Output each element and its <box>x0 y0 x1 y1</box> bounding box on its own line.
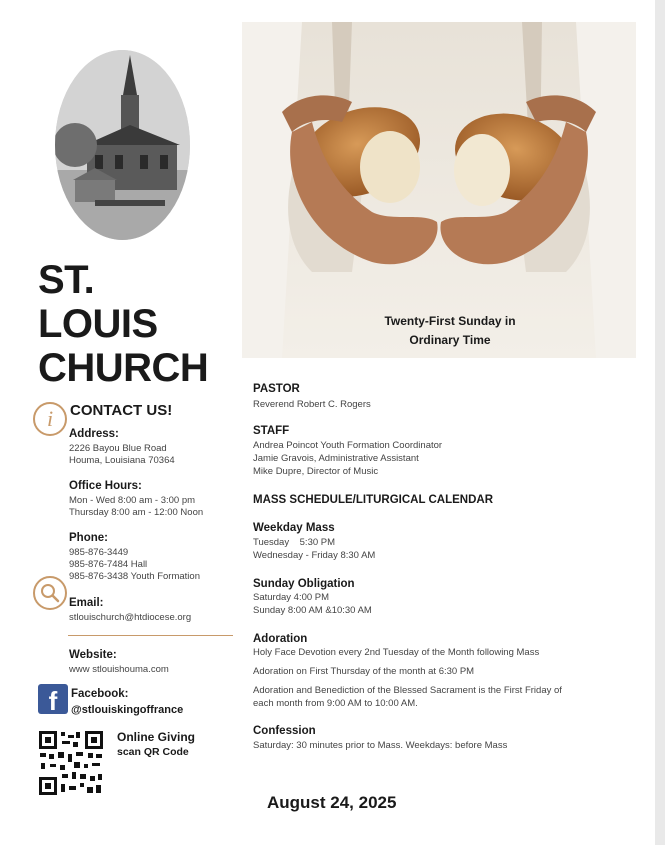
weekday-mass-line-1: Tuesday 5:30 PM <box>253 537 336 548</box>
church-title-line-1: ST. <box>38 258 95 302</box>
email-value[interactable]: stlouischurch@htdiocese.org <box>69 612 192 623</box>
adoration-line-3: Adoration and Benediction of the Blessed Sacrament is the First Friday of <box>253 685 562 696</box>
pastor-name: Reverend Robert C. Rogers <box>253 399 371 410</box>
facebook-icon[interactable]: f <box>38 684 68 714</box>
sunday-obligation-line-1: Saturday 4:00 PM <box>253 592 330 603</box>
sunday-obligation-line-2: Sunday 8:00 AM &10:30 AM <box>253 605 372 616</box>
office-hours-label: Office Hours: <box>69 480 142 492</box>
address-label: Address: <box>69 428 119 440</box>
email-label: Email: <box>69 597 104 609</box>
sunday-obligation-label: Sunday Obligation <box>253 578 355 590</box>
weekday-mass-line-2: Wednesday - Friday 8:30 AM <box>253 550 376 561</box>
address-line-1: 2226 Bayou Blue Road <box>69 443 167 454</box>
office-hours-line-1: Mon - Wed 8:00 am - 3:00 pm <box>69 495 196 506</box>
church-photo <box>55 50 190 240</box>
hero-caption <box>360 312 540 350</box>
weekday-mass-label: Weekday Mass <box>253 522 335 534</box>
contact-divider <box>68 635 233 636</box>
phone-line-1: 985-876-3449 <box>69 547 129 558</box>
staff-label: STAFF <box>253 425 290 437</box>
staff-line-1: Andrea Poincot Youth Formation Coordinator <box>253 440 443 451</box>
adoration-line-1: Holy Face Devotion every 2nd Tuesday of the Month following Mass <box>253 647 540 658</box>
info-icon: i <box>33 402 67 436</box>
hero-caption-line-2: Ordinary Time <box>409 333 491 347</box>
hero-caption-line-1: Twenty-First Sunday in <box>384 314 516 328</box>
website-value[interactable]: www stlouishouma.com <box>69 664 169 675</box>
church-title-line-2: LOUIS <box>38 302 158 346</box>
online-giving-subtitle: scan QR Code <box>117 746 189 758</box>
search-icon <box>33 576 67 610</box>
adoration-line-4: each month from 9:00 AM to 10:00 AM. <box>253 698 418 709</box>
mass-schedule-heading: MASS SCHEDULE/LITURGICAL CALENDAR <box>253 494 494 506</box>
address-line-2: Houma, Louisiana 70364 <box>69 455 175 466</box>
phone-label: Phone: <box>69 532 108 544</box>
church-title-line-3: CHURCH <box>38 346 209 390</box>
website-label: Website: <box>69 649 117 661</box>
confession-text: Saturday: 30 minutes prior to Mass. Weekdays: before Mass <box>253 740 508 751</box>
pastor-label: PASTOR <box>253 383 300 395</box>
adoration-label: Adoration <box>253 633 308 645</box>
bread-image <box>242 22 636 358</box>
phone-line-3: 985-876-3438 Youth Formation <box>69 571 200 582</box>
online-giving-title: Online Giving <box>117 730 196 744</box>
facebook-handle[interactable]: @stlouiskingoffrance <box>71 704 184 716</box>
staff-line-2: Jamie Gravois, Administrative Assistant <box>253 453 419 464</box>
page-edge <box>655 0 665 845</box>
church-title <box>38 258 238 390</box>
facebook-label: Facebook: <box>71 688 129 700</box>
phone-line-2: 985-876-7484 Hall <box>69 559 148 570</box>
office-hours-line-2: Thursday 8:00 am - 12:00 Noon <box>69 507 204 518</box>
confession-label: Confession <box>253 725 316 737</box>
qr-code[interactable] <box>38 730 104 796</box>
adoration-line-2: Adoration on First Thursday of the month at 6:30 PM <box>253 666 475 677</box>
contact-heading: CONTACT US! <box>70 402 173 419</box>
bulletin-date: August 24, 2025 <box>267 793 397 812</box>
staff-line-3: Mike Dupre, Director of Music <box>253 466 379 477</box>
